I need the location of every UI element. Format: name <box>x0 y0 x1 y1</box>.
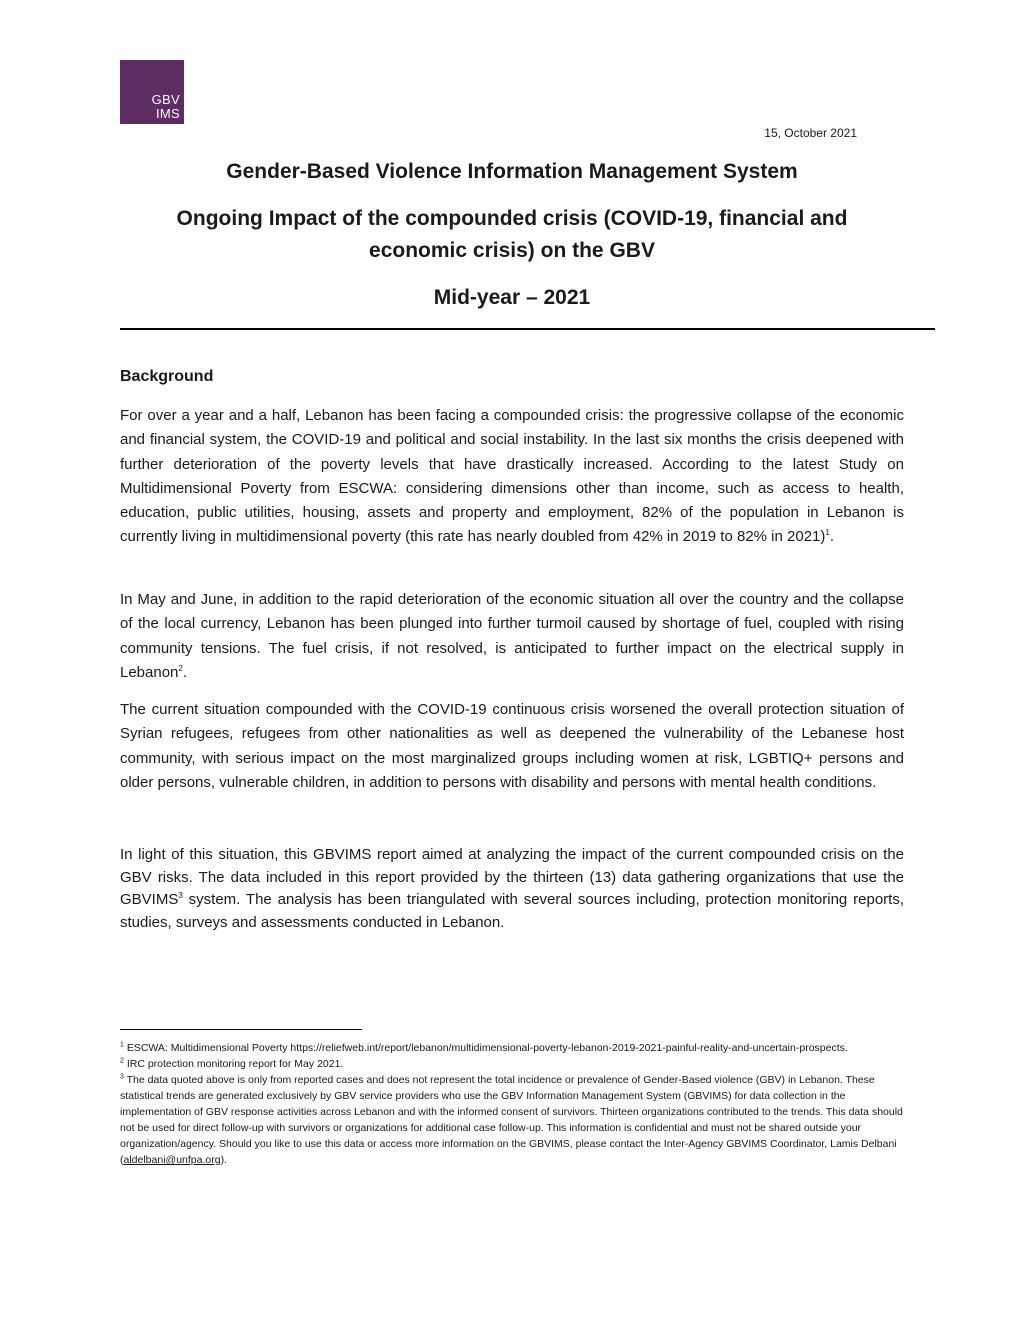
document-title: Gender-Based Violence Information Management System <box>226 160 798 183</box>
footnote-ref-2[interactable]: 2 <box>178 663 183 673</box>
footnote-ref-1[interactable]: 1 <box>825 528 830 538</box>
logo-text-ims: IMS <box>155 106 180 121</box>
footnote-3-text: The data quoted above is only from reported cases and does not represent the total incidence or prevalence of Gender-Based violence (GBV) in Lebanon. These statistical trends are generated exclusively by GBV service providers who use the GBV Information Management System (GBVIMS) for data collection in the implementation of GBV response activities across Lebanon and with the informed consent of survivors. Thirteen organizations contributed to the trends. This data should not be used for direct follow-up with survivors or organizations for additional case follow-up. This information is confidential and must not be shared outside your organization/agency. Should you like to use this data or access more information on the GBVIMS, please contact the Inter-Agency GBVIMS Coordinator, Lamis Delbani ( <box>120 1074 903 1166</box>
footnote-1-number: 1 <box>120 1041 124 1049</box>
paragraph-1-end: . <box>829 528 834 546</box>
footnote-3-number: 3 <box>120 1073 124 1081</box>
paragraph-1 <box>120 404 904 550</box>
footnote-2-number: 2 <box>120 1057 124 1065</box>
paragraph-2 <box>120 588 904 685</box>
gbvims-logo <box>120 60 184 124</box>
paragraph-3: The current situation compounded with the COVID-19 continuous crisis worsened the overall protection situation of Syrian refugees, refugees from other nationalities as well as deepened the vulnerability of the Lebanese host community, with serious impact on the most marginalized groups including women at risk, LGBTIQ+ persons and older persons, vulnerable children, in addition to persons with disability and persons with mental health conditions. <box>120 701 904 791</box>
footnote-2-text: IRC protection monitoring report for May 2021. <box>123 1058 344 1070</box>
footnotes <box>120 1040 904 1168</box>
report-period: Mid-year – 2021 <box>433 286 591 309</box>
logo-text-gbv: GBV <box>151 92 180 107</box>
section-heading-background: Background <box>120 368 214 385</box>
paragraph-1-text: For over a year and a half, Lebanon has been facing a compounded crisis: the progressive collapse of the economic and financial system, the COVID-19 and political and social instability. In the last six months the crisis deepened with further deterioration of the poverty levels that have drastically increased. According to the latest Study on Multidimensional Poverty from ESCWA: considering dimensions other than income, such as access to health, education, public utilities, housing, assets and property and employment, 82% of the population in Lebanon is currently living in multidimensional poverty (this rate has nearly doubled from 42% in 2019 to 82% in 2021) <box>120 407 904 546</box>
subtitle-line-1: Ongoing Impact of the compounded crisis (COVID-19, financial and <box>176 207 848 230</box>
subtitle-line-2: economic crisis) on the GBV <box>369 239 655 262</box>
report-date: 15, October 2021 <box>764 126 857 140</box>
footnote-1 <box>120 1040 904 1056</box>
footnote-2 <box>120 1056 904 1072</box>
document-subtitle <box>120 203 904 267</box>
footnote-separator <box>120 1029 362 1030</box>
paragraph-2-end: . <box>182 663 188 681</box>
paragraph-4-text-b: system. The analysis has been triangulated with several sources including, protection monitoring reports, studies, surveys and assessments conducted in Lebanon. <box>120 891 904 931</box>
footnote-ref-3[interactable]: 3 <box>178 891 183 900</box>
coordinator-email-link[interactable]: aldelbani@unfpa.org <box>123 1154 221 1166</box>
footnote-1-text: ESCWA: Multidimensional Poverty https://reliefweb.int/report/lebanon/multidimensional-poverty-lebanon-2019-2021-painful-reality-and-uncertain-prospects. <box>123 1042 848 1054</box>
footnote-3-end: ). <box>220 1154 227 1166</box>
footnote-3 <box>120 1072 904 1168</box>
paragraph-4 <box>120 844 904 934</box>
paragraph-2-text: In May and June, in addition to the rapid deterioration of the economic situation all over the country and the collapse of the local currency, Lebanon has been plunged into further turmoil caused by shortage of fuel, coupled with rising community tensions. The fuel crisis, if not resolved, is anticipated to further impact on the electrical supply in Lebanon <box>120 591 904 681</box>
title-divider <box>120 328 935 330</box>
paragraph-4-text-a: In light of this situation, this GBVIMS report aimed at analyzing the impact of the current compounded crisis on the GBV risks. The data included in this report provided by the thirteen (13) data gathering organizations that use the GBVIMS <box>120 846 904 908</box>
